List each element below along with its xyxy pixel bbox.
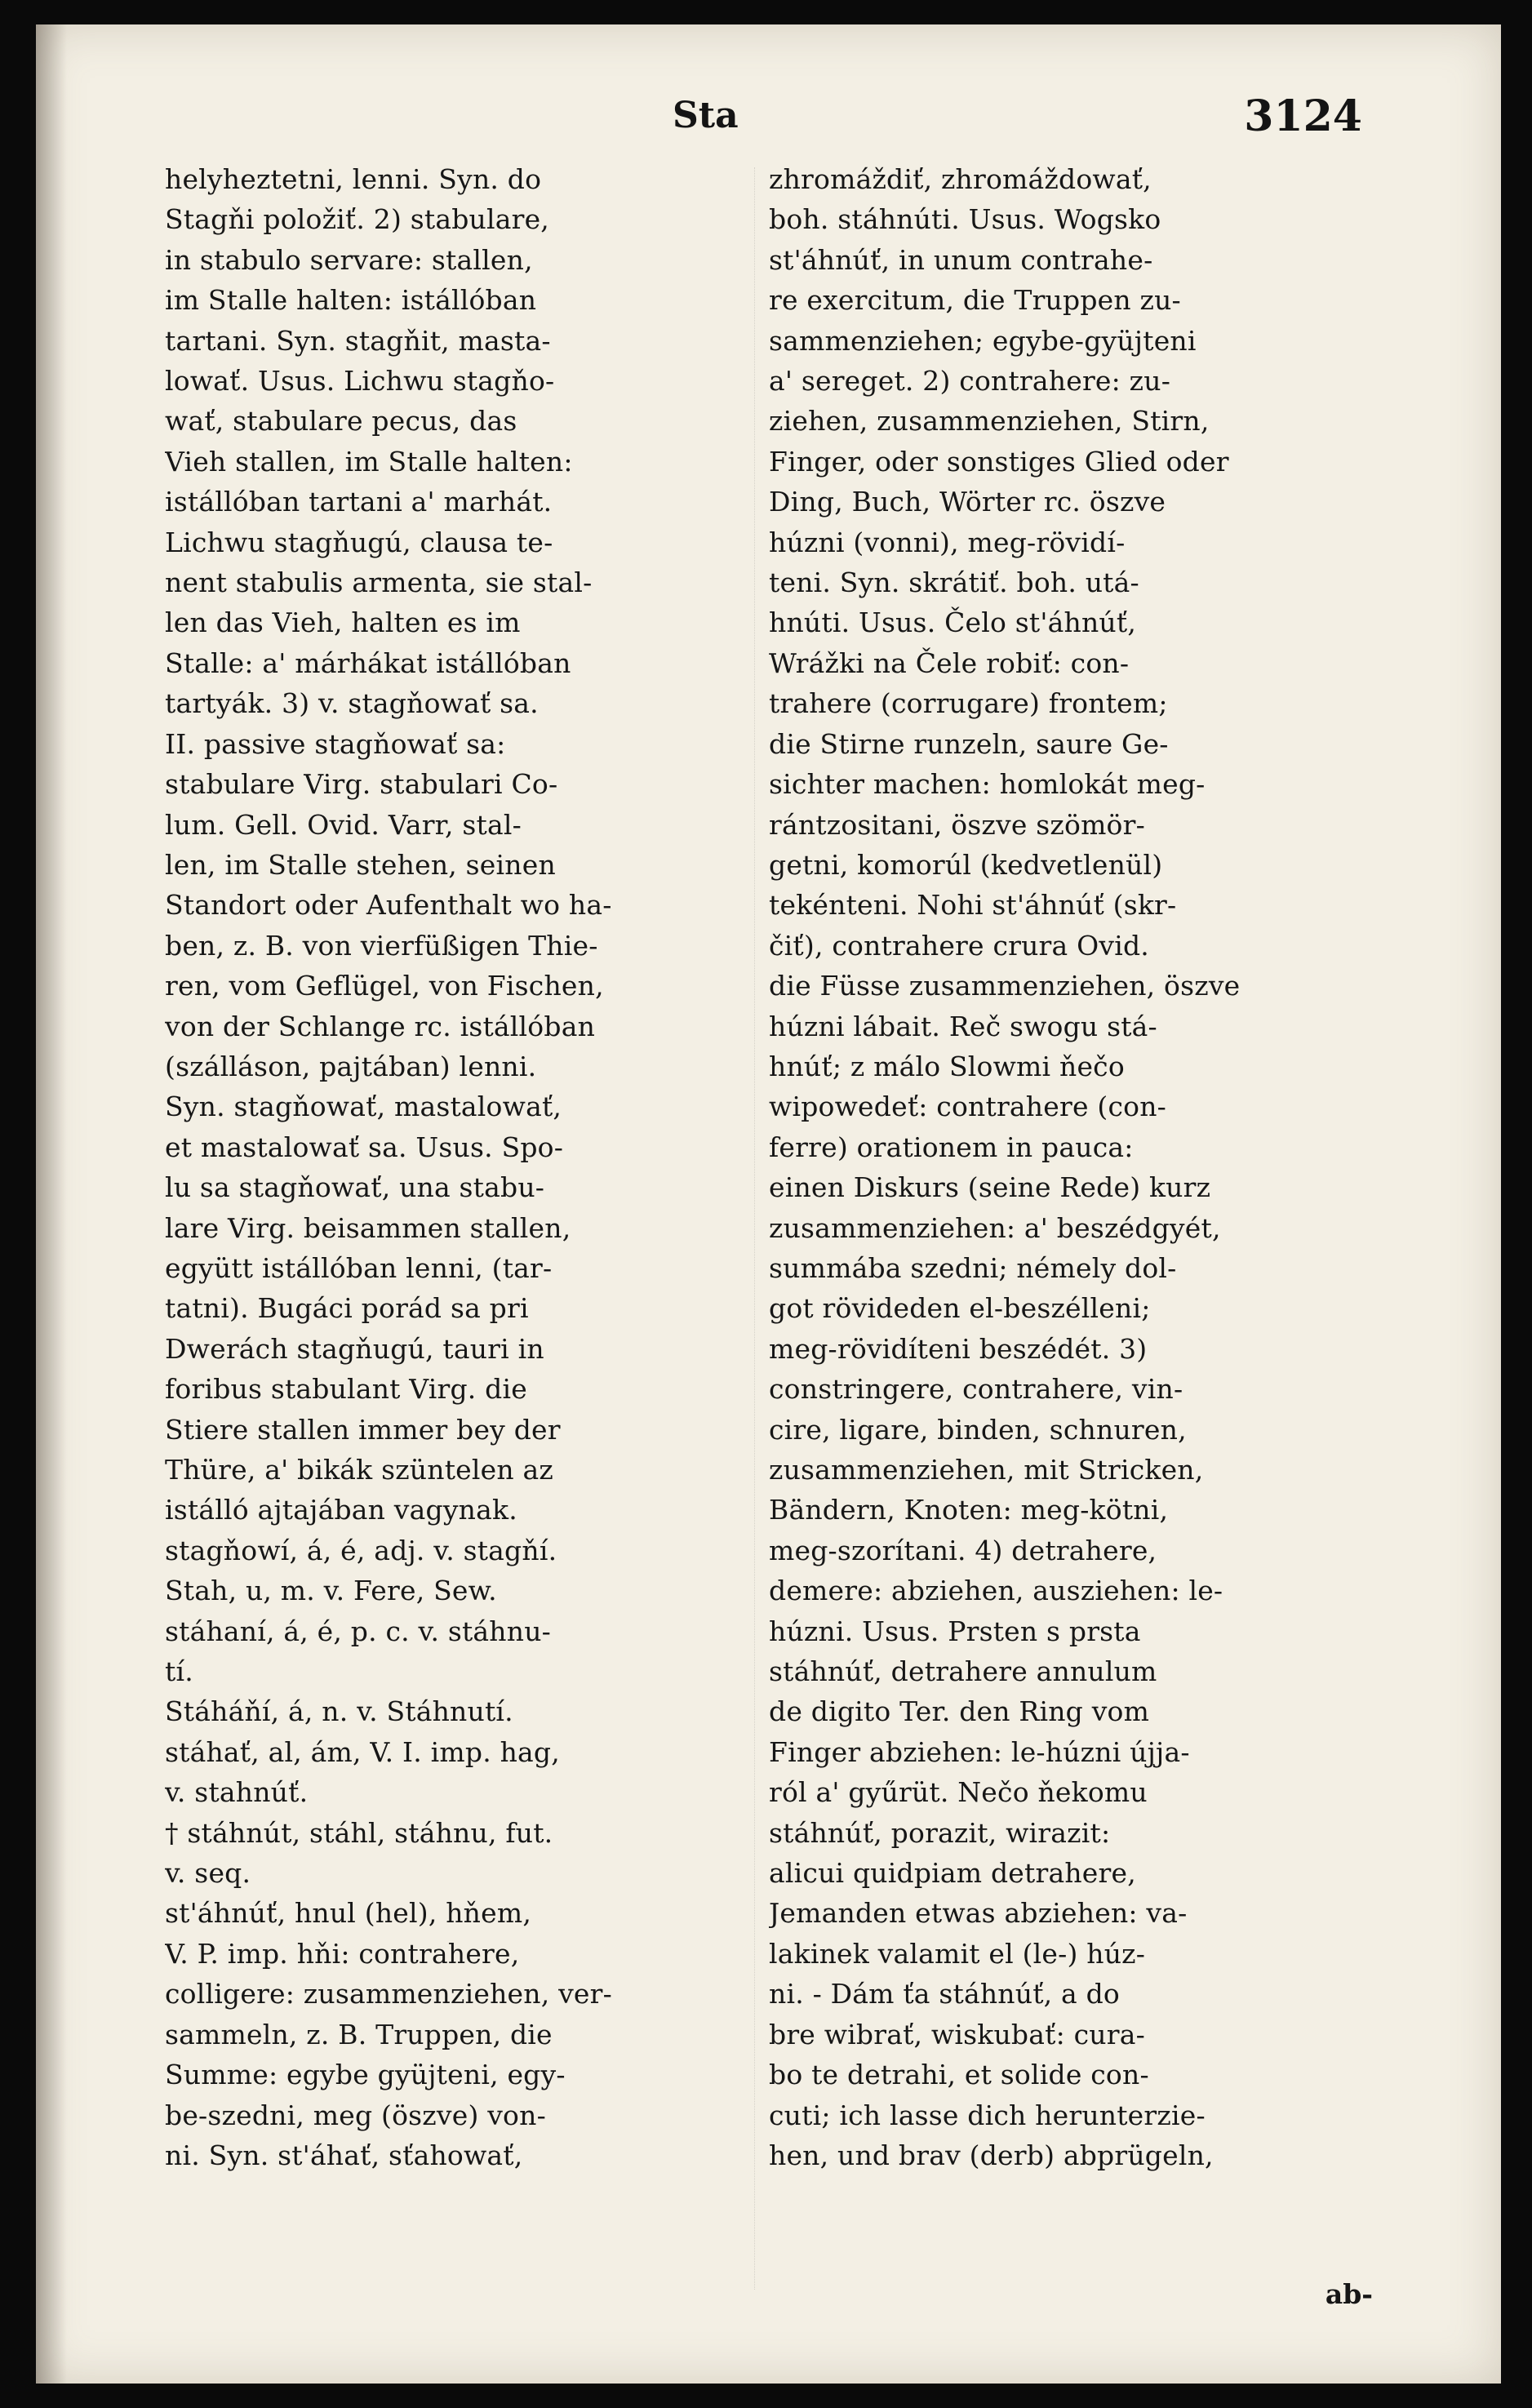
text-line: Bändern, Knoten: meg-kötni, <box>769 1494 1169 1526</box>
left-column <box>165 159 761 2314</box>
right-column <box>769 159 1373 2314</box>
text-line: ról a' gyűrüt. Nečo ňekomu <box>769 1776 1148 1809</box>
text-line: bre wibrať, wiskubať: cura- <box>769 2018 1145 2050</box>
text-line: Wrážki na Čele robiť: con- <box>769 646 1130 679</box>
text-line: Syn. stagňowať, mastalowať, <box>165 1091 562 1123</box>
text-line: v. stahnúť. <box>165 1776 309 1809</box>
text-line: len das Vieh, halten es im <box>165 606 521 639</box>
text-line: zusammenziehen, mit Stricken, <box>769 1454 1204 1486</box>
text-line: együtt istállóban lenni, (tar- <box>165 1251 553 1284</box>
text-line: tatni). Bugáci porád sa pri <box>165 1292 529 1325</box>
text-line: stagňowí, á, é, adj. v. stagňí. <box>165 1534 557 1566</box>
text-line: V. P. imp. hňi: contrahere, <box>165 1937 520 1970</box>
text-line: a' sereget. 2) contrahere: zu- <box>769 365 1171 398</box>
text-line: wipowedeť: contrahere (con- <box>769 1091 1167 1123</box>
text-line: húzni. Usus. Prsten s prsta <box>769 1615 1141 1647</box>
text-line: Summe: egybe gyüjteni, egy- <box>165 2059 566 2091</box>
text-line: stáhnúť, porazit, wirazit: <box>769 1816 1111 1849</box>
text-line: im Stalle halten: istállóban <box>165 284 537 317</box>
text-line: got rövideden el-beszélleni; <box>769 1292 1151 1325</box>
text-line: lakinek valamit el (le-) húz- <box>769 1937 1146 1970</box>
text-line: die Stirne runzeln, saure Ge- <box>769 727 1169 760</box>
text-line: st'áhnúť, hnul (hel), hňem, <box>165 1897 532 1930</box>
text-line: de digito Ter. den Ring vom <box>769 1695 1150 1728</box>
text-line: len, im Stalle stehen, seinen <box>165 848 556 881</box>
text-line: meg-rövidíteni beszédét. 3) <box>769 1332 1148 1365</box>
text-line: bo te detrahi, et solide con- <box>769 2059 1149 2091</box>
text-line: teni. Syn. skrátiť. boh. utá- <box>769 566 1139 599</box>
text-line: re exercitum, die Truppen zu- <box>769 284 1181 317</box>
text-line: demere: abziehen, ausziehen: le- <box>769 1575 1223 1607</box>
text-line: Dwerách stagňugú, tauri in <box>165 1332 544 1365</box>
text-line: tí. <box>165 1655 193 1688</box>
text-line: ren, vom Geflügel, von Fischen, <box>165 970 604 1002</box>
text-line: v. seq. <box>165 1857 251 1890</box>
text-line: alicui quidpiam detrahere, <box>769 1857 1136 1890</box>
text-line: lum. Gell. Ovid. Varr, stal- <box>165 808 522 841</box>
text-line: foribus stabulant Virg. die <box>165 1373 527 1406</box>
text-line: sichter machen: homlokát meg- <box>769 768 1206 801</box>
text-line: II. passive stagňowať sa: <box>165 727 506 760</box>
text-line: rántzositani, öszve szömör- <box>769 808 1145 841</box>
text-line: colligere: zusammenziehen, ver- <box>165 1978 612 2010</box>
page-header <box>36 88 1501 145</box>
text-line: Finger, oder sonstiges Glied oder <box>769 445 1229 478</box>
text-line: lowať. Usus. Lichwu stagňo- <box>165 365 555 398</box>
text-line: getni, komorúl (kedvetlenül) <box>769 848 1163 881</box>
text-line: ziehen, zusammenziehen, Stirn, <box>769 405 1210 438</box>
text-line: ferre) orationem in pauca: <box>769 1131 1134 1163</box>
running-head: Sta <box>673 95 739 136</box>
text-line: in stabulo servare: stallen, <box>165 243 533 276</box>
text-line: stabulare Virg. stabulari Co- <box>165 768 558 801</box>
text-line: lare Virg. beisammen stallen, <box>165 1211 571 1244</box>
text-line: be-szedni, meg (öszve) von- <box>165 2099 546 2131</box>
text-line: Stáháňí, á, n. v. Stáhnutí. <box>165 1695 513 1728</box>
text-line: Finger abziehen: le-húzni újja- <box>769 1735 1190 1768</box>
text-line: summába szedni; némely dol- <box>769 1251 1177 1284</box>
text-line: húzni lábait. Reč swogu stá- <box>769 1010 1157 1042</box>
text-line: čiť), contrahere crura Ovid. <box>769 929 1149 962</box>
text-line: Stagňi položiť. 2) stabulare, <box>165 203 549 236</box>
text-line: istállóban tartani a' marhát. <box>165 486 553 518</box>
page-number: 3124 <box>1244 91 1362 141</box>
text-line: trahere (corrugare) frontem; <box>769 687 1168 720</box>
text-line: hnúť; z málo Slowmi ňečo <box>769 1050 1125 1082</box>
text-line: Stah, u, m. v. Fere, Sew. <box>165 1575 497 1607</box>
text-line: boh. stáhnúti. Usus. Wogsko <box>769 203 1161 236</box>
text-line: von der Schlange rc. istállóban <box>165 1010 596 1042</box>
text-line: Jemanden etwas abziehen: va- <box>769 1897 1188 1930</box>
text-line: húzni (vonni), meg-rövidí- <box>769 526 1126 558</box>
text-line: stáhaní, á, é, p. c. v. stáhnu- <box>165 1615 552 1647</box>
text-line: zhromáždiť, zhromáždowať, <box>769 163 1152 195</box>
text-line: tartani. Syn. stagňit, masta- <box>165 324 551 357</box>
text-line: istálló ajtajában vagynak. <box>165 1494 517 1526</box>
text-line: Standort oder Aufenthalt wo ha- <box>165 889 612 922</box>
text-line: sammeln, z. B. Truppen, die <box>165 2018 553 2050</box>
text-line: stáhať, al, ám, V. I. imp. hag, <box>165 1735 560 1768</box>
text-line: cire, ligare, binden, schnuren, <box>769 1413 1187 1446</box>
text-line: Stiere stallen immer bey der <box>165 1413 561 1446</box>
text-line: sammenziehen; egybe-gyüjteni <box>769 324 1197 357</box>
text-line: st'áhnúť, in unum contrahe- <box>769 243 1153 276</box>
text-line: meg-szorítani. 4) detrahere, <box>769 1534 1157 1566</box>
text-line: die Füsse zusammenziehen, öszve <box>769 970 1241 1002</box>
text-line: hen, und brav (derb) abprügeln, <box>769 2139 1214 2171</box>
text-line: constringere, contrahere, vin- <box>769 1373 1183 1406</box>
text-line: helyheztetni, lenni. Syn. do <box>165 163 542 195</box>
text-line: einen Diskurs (seine Rede) kurz <box>769 1171 1211 1204</box>
text-line: lu sa stagňowať, una stabu- <box>165 1171 545 1204</box>
text-line: (szálláson, pajtában) lenni. <box>165 1050 537 1082</box>
catchword: ab- <box>1325 2277 1373 2310</box>
text-line: hnúti. Usus. Čelo st'áhnúť, <box>769 606 1137 639</box>
text-line: ni. Syn. st'áhať, sťahowať, <box>165 2139 523 2171</box>
text-line: tekénteni. Nohi st'áhnúť (skr- <box>769 889 1177 922</box>
text-line: Lichwu stagňugú, clausa te- <box>165 526 553 558</box>
text-line: nent stabulis armenta, sie stal- <box>165 566 593 599</box>
text-line: Vieh stallen, im Stalle halten: <box>165 445 573 478</box>
text-line: Stalle: a' márhákat istállóban <box>165 646 571 679</box>
text-line: et mastalowať sa. Usus. Spo- <box>165 1131 564 1163</box>
text-line: † stáhnút, stáhl, stáhnu, fut. <box>165 1816 553 1849</box>
text-line: ni. - Dám ťa stáhnúť, a do <box>769 1978 1120 2010</box>
dictionary-page <box>36 24 1501 2384</box>
text-line: Thüre, a' bikák szüntelen az <box>165 1454 553 1486</box>
text-line: wať, stabulare pecus, das <box>165 405 517 438</box>
text-line: tartyák. 3) v. stagňowať sa. <box>165 687 539 720</box>
text-line: stáhnúť, detrahere annulum <box>769 1655 1157 1688</box>
text-line: cuti; ich lasse dich herunterzie- <box>769 2099 1206 2131</box>
text-line: Ding, Buch, Wörter rc. öszve <box>769 486 1166 518</box>
text-line: zusammenziehen: a' beszédgyét, <box>769 1211 1221 1244</box>
text-line: ben, z. B. von vierfüßigen Thie- <box>165 929 598 962</box>
